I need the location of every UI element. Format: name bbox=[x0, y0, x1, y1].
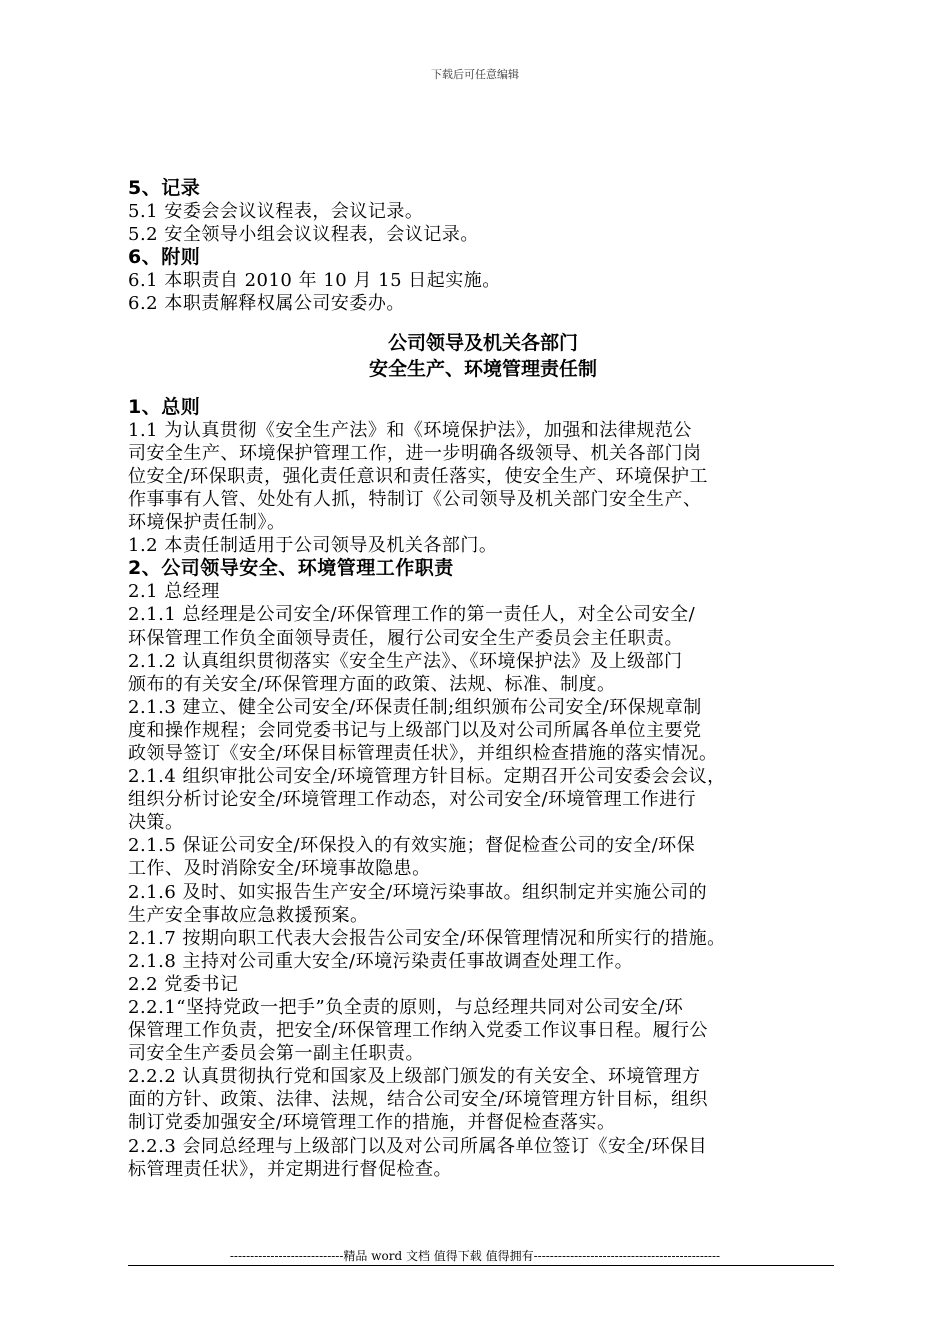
paragraph-line: 2.1.8 主持对公司重大安全/环境污染责任事故调查处理工作。 bbox=[128, 950, 634, 972]
document-body bbox=[128, 177, 838, 1181]
section-5-item: 5.2 安全领导小组会议议程表，会议记录。 bbox=[128, 224, 479, 246]
paragraph-line: 标管理责任状》，并定期进行督促检查。 bbox=[128, 1158, 452, 1180]
page-footer: ----------------------------精品 word 文档 值得下载 值得拥有---------------------------------------------- bbox=[229, 1249, 721, 1263]
title-line-2: 安全生产、环境管理责任制 bbox=[368, 357, 597, 380]
section-6-item: 6.2 本职责解释权属公司安委办。 bbox=[128, 293, 405, 315]
paragraph-line: 作事事有人管、处处有人抓，特制订《公司领导及机关部门安全生产、 bbox=[128, 488, 702, 510]
paragraph-line: 2.1.6 及时、如实报告生产安全/环境污染事故。组织制定并实施公司的 bbox=[128, 881, 708, 903]
paragraph-line: 司安全生产委员会第一副主任职责。 bbox=[128, 1043, 424, 1065]
paragraph-line: 1.1 为认真贯彻《安全生产法》和《环境保护法》，加强和法律规范公 bbox=[128, 419, 692, 441]
paragraph-line: 2.1.5 保证公司安全/环保投入的有效实施；督促检查公司的安全/环保 bbox=[128, 835, 696, 857]
paragraph-line: 决策。 bbox=[128, 812, 184, 834]
paragraph-line: 环保管理工作负全面领导责任，履行公司安全生产委员会主任职责。 bbox=[128, 627, 683, 649]
paragraph-line: 2.2.1“坚持党政一把手”负全责的原则，与总经理共同对公司安全/环 bbox=[128, 997, 684, 1018]
section-5-item: 5.1 安委会会议议程表，会议记录。 bbox=[128, 201, 424, 223]
paragraph-line: 政领导签订《安全/环保目标管理责任状》，并组织检查措施的落实情况。 bbox=[128, 742, 718, 764]
paragraph-line: 面的方针、政策、法律、法规，结合公司安全/环境管理方针目标，组织 bbox=[128, 1089, 709, 1111]
subsection-title: 2.2 党委书记 bbox=[128, 973, 239, 995]
section-2-heading: 2、公司领导安全、环境管理工作职责 bbox=[128, 557, 454, 580]
title-line-1: 公司领导及机关各部门 bbox=[387, 331, 578, 354]
section-6-item: 6.1 本职责自 2010 年 10 月 15 日起实施。 bbox=[128, 270, 501, 292]
paragraph-line: 生产安全事故应急救援预案。 bbox=[128, 904, 369, 926]
section-1-heading: 1、总则 bbox=[128, 395, 201, 418]
paragraph-line: 1.2 本责任制适用于公司领导及机关各部门。 bbox=[128, 535, 498, 557]
paragraph-line: 组织分析讨论安全/环境管理工作动态，对公司安全/环境管理工作进行 bbox=[128, 789, 697, 811]
paragraph-line: 司安全生产、环境保护管理工作，进一步明确各级领导、机关各部门岗 bbox=[128, 442, 702, 464]
paragraph-line: 2.1.7 按期向职工代表大会报告公司安全/环保管理情况和所实行的措施。 bbox=[128, 927, 726, 949]
paragraph-line: 2.2.3 会同总经理与上级部门以及对公司所属各单位签订《安全/环保目 bbox=[128, 1135, 708, 1157]
subsection-title: 2.1 总经理 bbox=[128, 581, 220, 603]
paragraph-line: 2.1.4 组织审批公司安全/环境管理方针目标。定期召开公司安委会会议， bbox=[128, 766, 726, 788]
section-5-heading: 5、记录 bbox=[128, 177, 201, 199]
paragraph-line: 颁布的有关安全/环保管理方面的政策、法规、标准、制度。 bbox=[128, 673, 616, 695]
paragraph-line: 2.1.2 认真组织贯彻落实《安全生产法》、《环境保护法》及上级部门 bbox=[128, 650, 683, 672]
page-header: 下载后可任意编辑 bbox=[431, 68, 519, 81]
paragraph-line: 工作、及时消除安全/环境事故隐患。 bbox=[128, 858, 431, 880]
paragraph-line: 2.2.2 认真贯彻执行党和国家及上级部门颁发的有关安全、环境管理方 bbox=[128, 1066, 701, 1088]
paragraph-line: 度和操作规程；会同党委书记与上级部门以及对公司所属各单位主要党 bbox=[128, 719, 702, 741]
paragraph-line: 2.1.1 总经理是公司安全/环保管理工作的第一责任人，对全公司安全/ bbox=[128, 604, 696, 626]
paragraph-line: 保管理工作负责，把安全/环保管理工作纳入党委工作议事日程。履行公 bbox=[128, 1020, 709, 1042]
section-6-heading: 6、附则 bbox=[128, 246, 201, 269]
paragraph-line: 位安全/环保职责，强化责任意识和责任落实，使安全生产、环境保护工 bbox=[128, 465, 709, 487]
document-title bbox=[128, 330, 838, 382]
footer-divider bbox=[128, 1265, 834, 1266]
paragraph-line: 制订党委加强安全/环境管理工作的措施，并督促检查落实。 bbox=[128, 1112, 616, 1134]
paragraph-line: 环境保护责任制》。 bbox=[128, 512, 286, 534]
paragraph-line: 2.1.3 建立、健全公司安全/环保责任制;组织颁布公司安全/环保规章制 bbox=[128, 696, 702, 718]
